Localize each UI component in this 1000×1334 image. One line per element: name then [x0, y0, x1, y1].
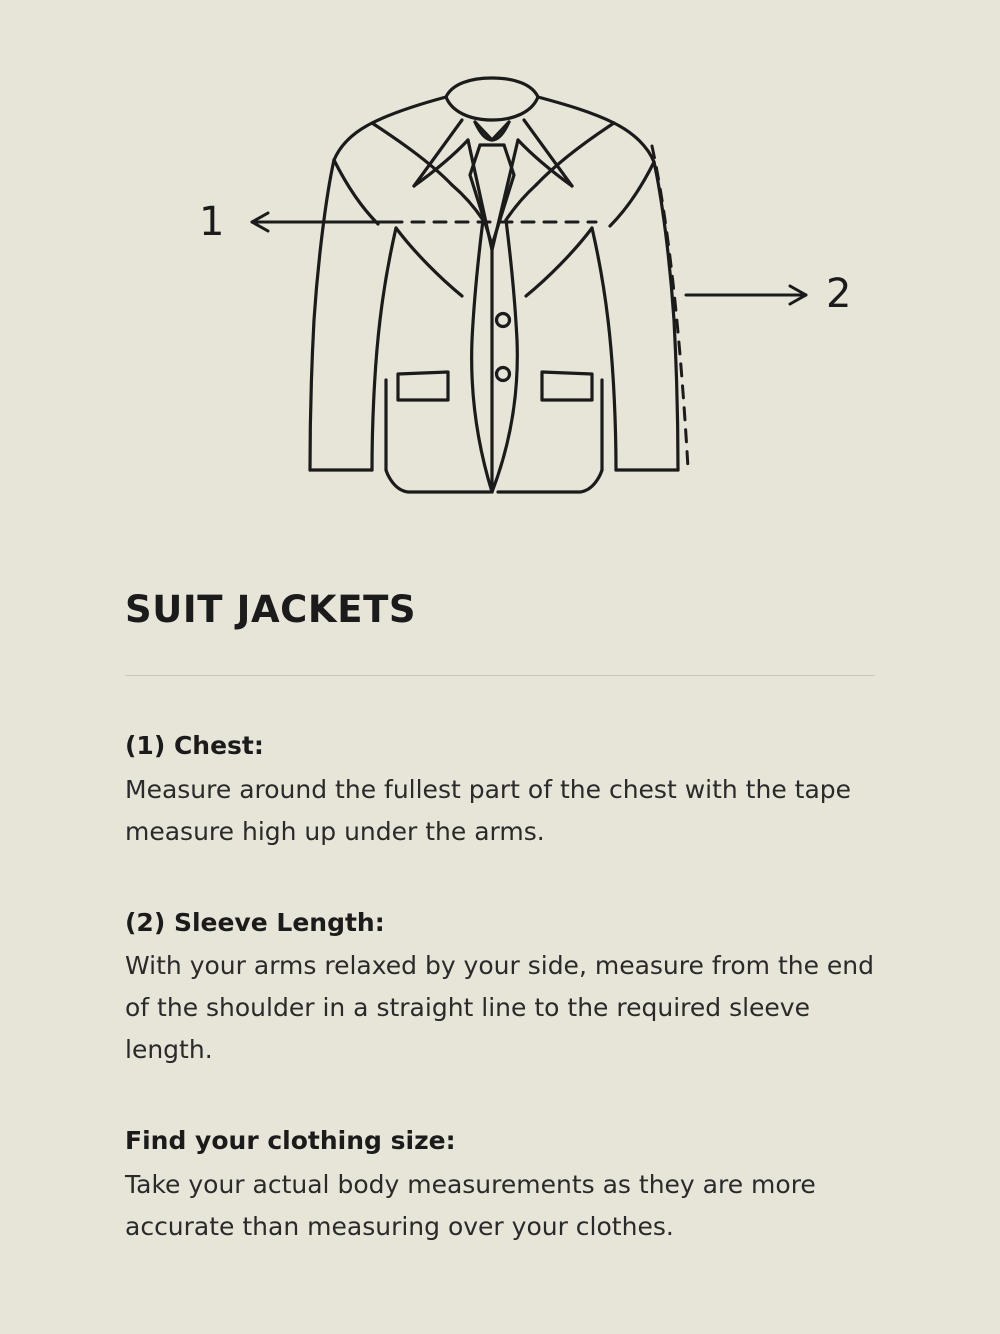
- instruction-heading-chest: (1) Chest:: [125, 731, 264, 760]
- callout-number-1: 1: [199, 199, 225, 245]
- title-divider: [125, 675, 875, 676]
- instruction-heading-clothing-size: Find your clothing size:: [125, 1126, 456, 1155]
- callout-number-2: 2: [826, 271, 852, 317]
- instruction-heading-sleeve-length: (2) Sleeve Length:: [125, 907, 385, 937]
- chest-measure-line: [252, 213, 596, 231]
- content-area: [0, 588, 1000, 1248]
- instruction-block-clothing-size: [125, 1125, 875, 1248]
- instruction-block-chest: [125, 730, 875, 853]
- page-title: SUIT JACKETS: [125, 588, 417, 631]
- instruction-body-chest: Measure around the fullest part of the chest with the tape measure high up under the arms.: [125, 774, 852, 846]
- sleeve-measure-line: [652, 146, 806, 468]
- instruction-block-sleeve-length: [125, 907, 875, 1072]
- illustration-area: [0, 0, 1000, 560]
- instruction-body-sleeve-length: With your arms relaxed by your side, measure from the end of the shoulder in a straight line to the required sleeve length.: [125, 951, 875, 1064]
- instruction-body-clothing-size: Take your actual body measurements as they are more accurate than measuring over your clothes.: [125, 1169, 816, 1241]
